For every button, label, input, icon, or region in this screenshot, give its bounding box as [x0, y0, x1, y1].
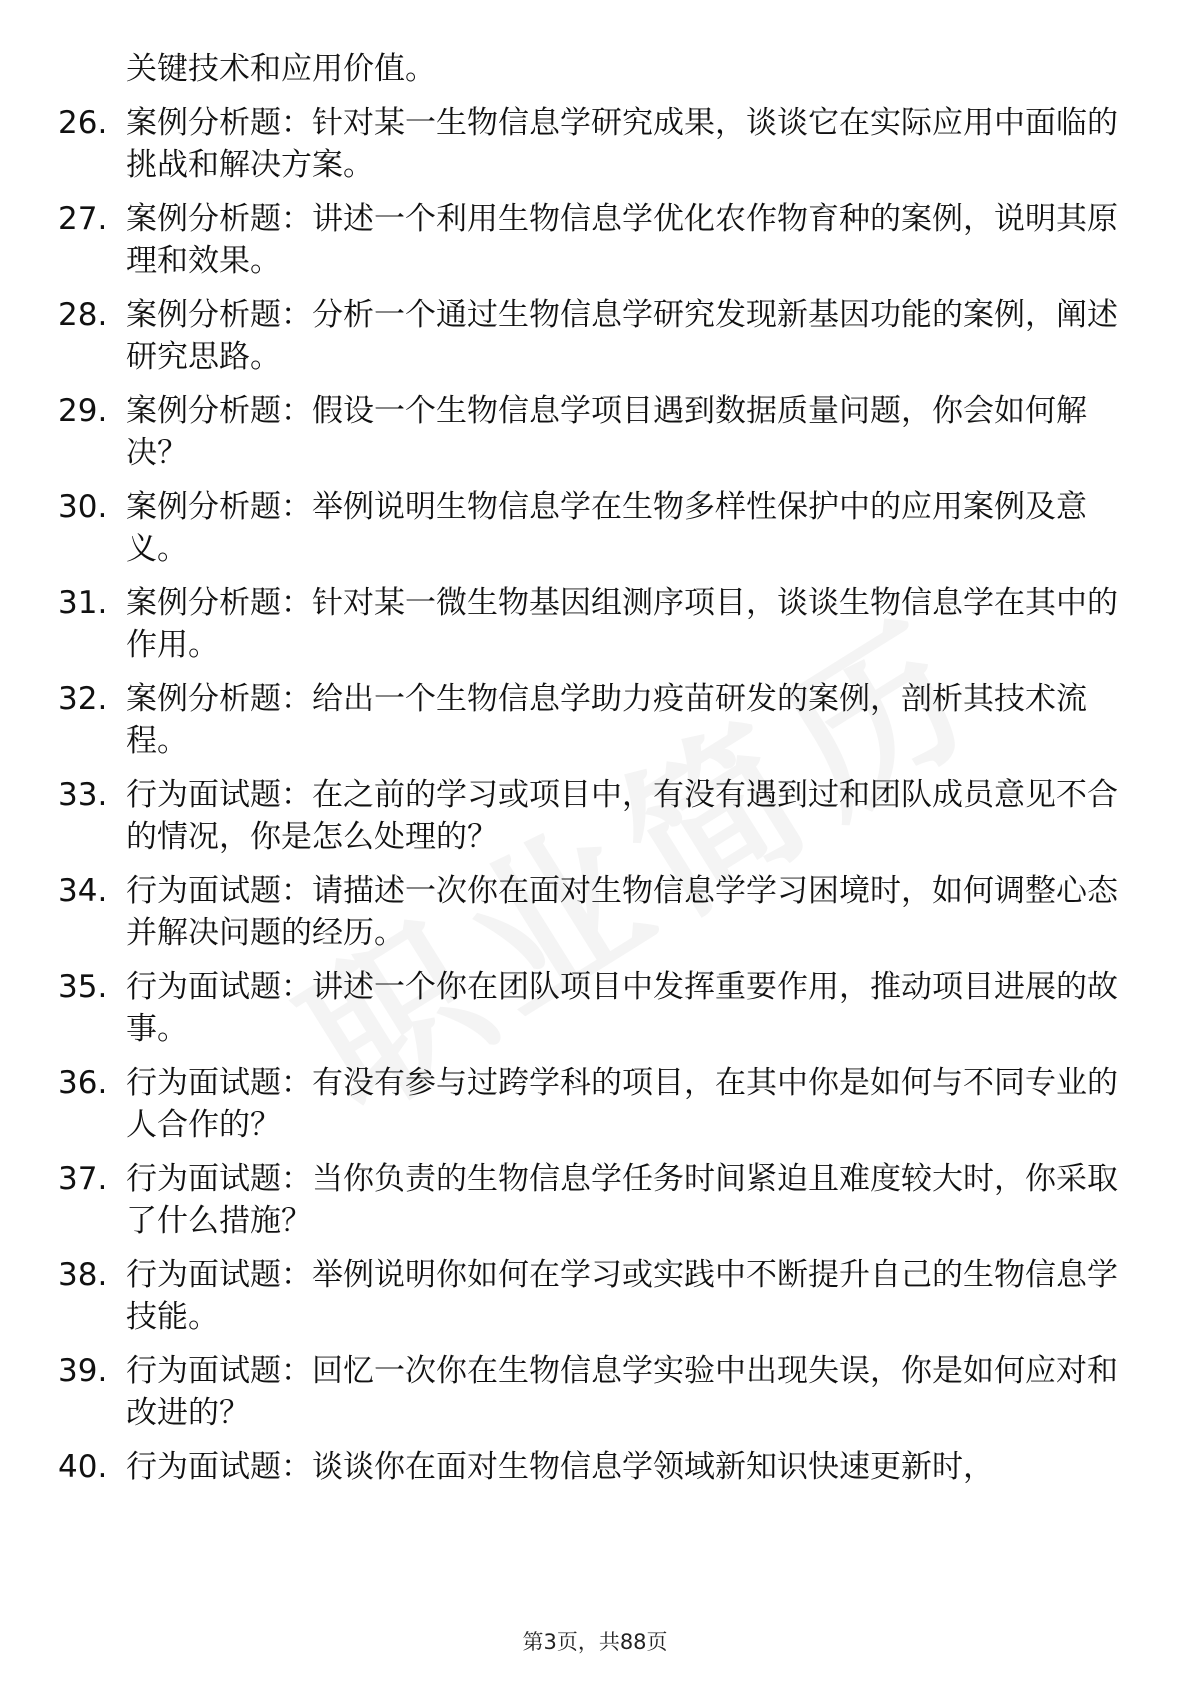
item-text: 行为面试题：举例说明你如何在学习或实践中不断提升自己的生物信息学技能。: [126, 1257, 1118, 1335]
item-text: 案例分析题：分析一个通过生物信息学研究发现新基因功能的案例，阐述研究思路。: [126, 297, 1118, 375]
item-number: 27.: [58, 201, 108, 237]
continuation-line: 关键技术和应用价值。: [126, 51, 436, 87]
question-list: [58, 48, 1118, 1500]
item-text: 案例分析题：针对某一生物信息学研究成果，谈谈它在实际应用中面临的挑战和解决方案。: [126, 105, 1118, 183]
item-text: 案例分析题：给出一个生物信息学助力疫苗研发的案例，剖析其技术流程。: [126, 681, 1087, 759]
item-number: 35.: [58, 969, 108, 1005]
list-item: [58, 198, 1118, 282]
item-number: 26.: [58, 105, 108, 141]
item-text: 案例分析题：针对某一微生物基因组测序项目，谈谈生物信息学在其中的作用。: [126, 585, 1118, 663]
list-item: [58, 678, 1118, 762]
list-item: [58, 582, 1118, 666]
list-item: [58, 1446, 1118, 1488]
item-text: 行为面试题：当你负责的生物信息学任务时间紧迫且难度较大时，你采取了什么措施？: [126, 1161, 1118, 1239]
item-text: 行为面试题：请描述一次你在面对生物信息学学习困境时，如何调整心态并解决问题的经历。: [126, 873, 1118, 951]
list-item: [58, 486, 1118, 570]
item-number: 30.: [58, 489, 108, 525]
item-number: 32.: [58, 681, 108, 717]
list-item: [58, 1062, 1118, 1146]
item-number: 38.: [58, 1257, 108, 1293]
list-item: [58, 1350, 1118, 1434]
list-item: [58, 1158, 1118, 1242]
item-number: 37.: [58, 1161, 108, 1197]
list-item: [58, 390, 1118, 474]
item-number: 40.: [58, 1449, 108, 1485]
item-number: 39.: [58, 1353, 108, 1389]
list-item: [58, 102, 1118, 186]
list-item: [58, 966, 1118, 1050]
list-item: [58, 870, 1118, 954]
list-item: [58, 1254, 1118, 1338]
item-text: 行为面试题：在之前的学习或项目中，有没有遇到过和团队成员意见不合的情况，你是怎么处理的？: [126, 777, 1118, 855]
list-item: [58, 294, 1118, 378]
item-number: 29.: [58, 393, 108, 429]
item-number: 28.: [58, 297, 108, 333]
item-text: 案例分析题：举例说明生物信息学在生物多样性保护中的应用案例及意义。: [126, 489, 1087, 567]
item-number: 33.: [58, 777, 108, 813]
item-number: 31.: [58, 585, 108, 621]
item-text: 行为面试题：有没有参与过跨学科的项目，在其中你是如何与不同专业的人合作的？: [126, 1065, 1118, 1143]
item-text: 行为面试题：回忆一次你在生物信息学实验中出现失误，你是如何应对和改进的？: [126, 1353, 1118, 1431]
item-text: 行为面试题：讲述一个你在团队项目中发挥重要作用，推动项目进展的故事。: [126, 969, 1118, 1047]
item-text: 行为面试题：谈谈你在面对生物信息学领域新知识快速更新时，: [126, 1449, 994, 1485]
item-number: 36.: [58, 1065, 108, 1101]
page-footer: 第3页，共88页: [522, 1630, 668, 1654]
item-text: 案例分析题：假设一个生物信息学项目遇到数据质量问题，你会如何解决？: [126, 393, 1087, 471]
item-text: 案例分析题：讲述一个利用生物信息学优化农作物育种的案例，说明其原理和效果。: [126, 201, 1118, 279]
list-item: [58, 774, 1118, 858]
item-number: 34.: [58, 873, 108, 909]
